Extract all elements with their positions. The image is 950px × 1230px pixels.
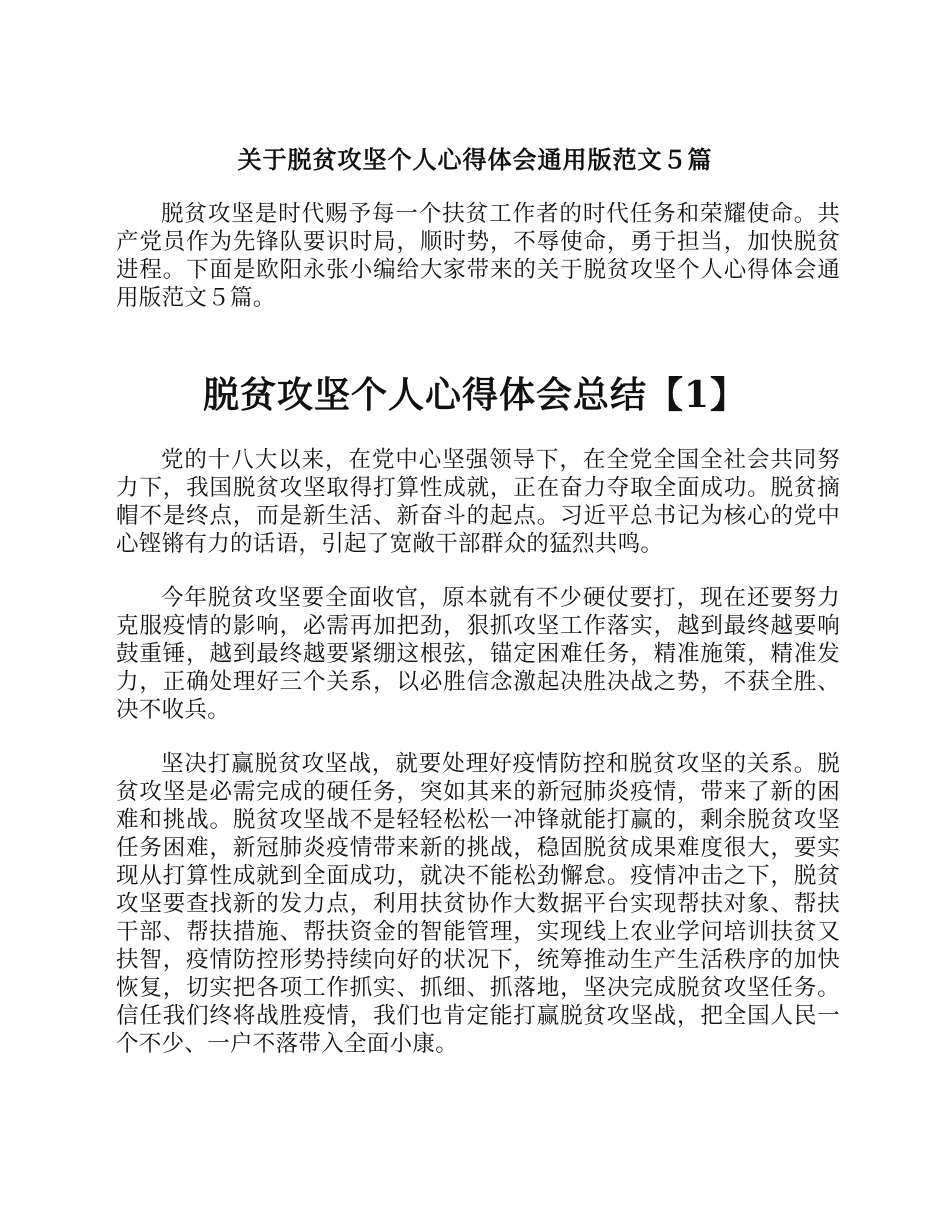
document-title: 关于脱贫攻坚个人心得体会通用版范文５篇 <box>237 145 713 174</box>
body-paragraph-2: 今年脱贫攻坚要全面收官，原本就有不少硬仗要打，现在还要努力克服疫情的影响，必需再加把劲，狠抓攻坚工作落实，越到最终越要响鼓重锤，越到最终越要紧绷这根弦，锚定困难任务，精准施策，精准发力，正确处理好三个关系，以必胜信念激起决胜决战之势，不获全胜、决不收兵。 <box>116 585 840 723</box>
body-paragraph-1: 党的十八大以来，在党中心坚强领导下，在全党全国全社会共同努力下，我国脱贫攻坚取得打算性成就，正在奋力夺取全面成功。脱贫摘帽不是终点，而是新生活、新奋斗的起点。习近平总书记为核心的党中心铿锵有力的话语，引起了宽敞干部群众的猛烈共鸣。 <box>116 447 840 557</box>
body-paragraph-3: 坚决打赢脱贫攻坚战，就要处理好疫情防控和脱贫攻坚的关系。脱贫攻坚是必需完成的硬任务，突如其来的新冠肺炎疫情，带来了新的困难和挑战。脱贫攻坚战不是轻轻松松一冲锋就能打赢的，剩余脱贫攻坚任务困难，新冠肺炎疫情带来新的挑战，稳固脱贫成果难度很大，要实现从打算性成就到全面成功，就决不能松劲懈怠。疫情冲击之下，脱贫攻坚要查找新的发力点，利用扶贫协作大数据平台实现帮扶对象、帮扶干部、帮扶措施、帮扶资金的智能管理，实现线上农业学问培训扶贫又扶智，疫情防控形势持续向好的状况下，统筹推动生产生活秩序的加快恢复，切实把各项工作抓实、抓细、抓落地，坚决完成脱贫攻坚任务。信任我们终将战胜疫情，我们也肯定能打赢脱贫攻坚战，把全国人民一个不少、一户不落带入全面小康。 <box>116 751 840 1057</box>
section-heading: 脱贫攻坚个人心得体会总结【1】 <box>202 374 748 416</box>
intro-paragraph: 脱贫攻坚是时代赐予每一个扶贫工作者的时代任务和荣耀使命。共产党员作为先锋队要识时局，顺时势，不辱使命，勇于担当，加快脱贫进程。下面是欧阳永张小编给大家带来的关于脱贫攻坚个人心得体会通用版范文５篇。 <box>116 201 840 311</box>
